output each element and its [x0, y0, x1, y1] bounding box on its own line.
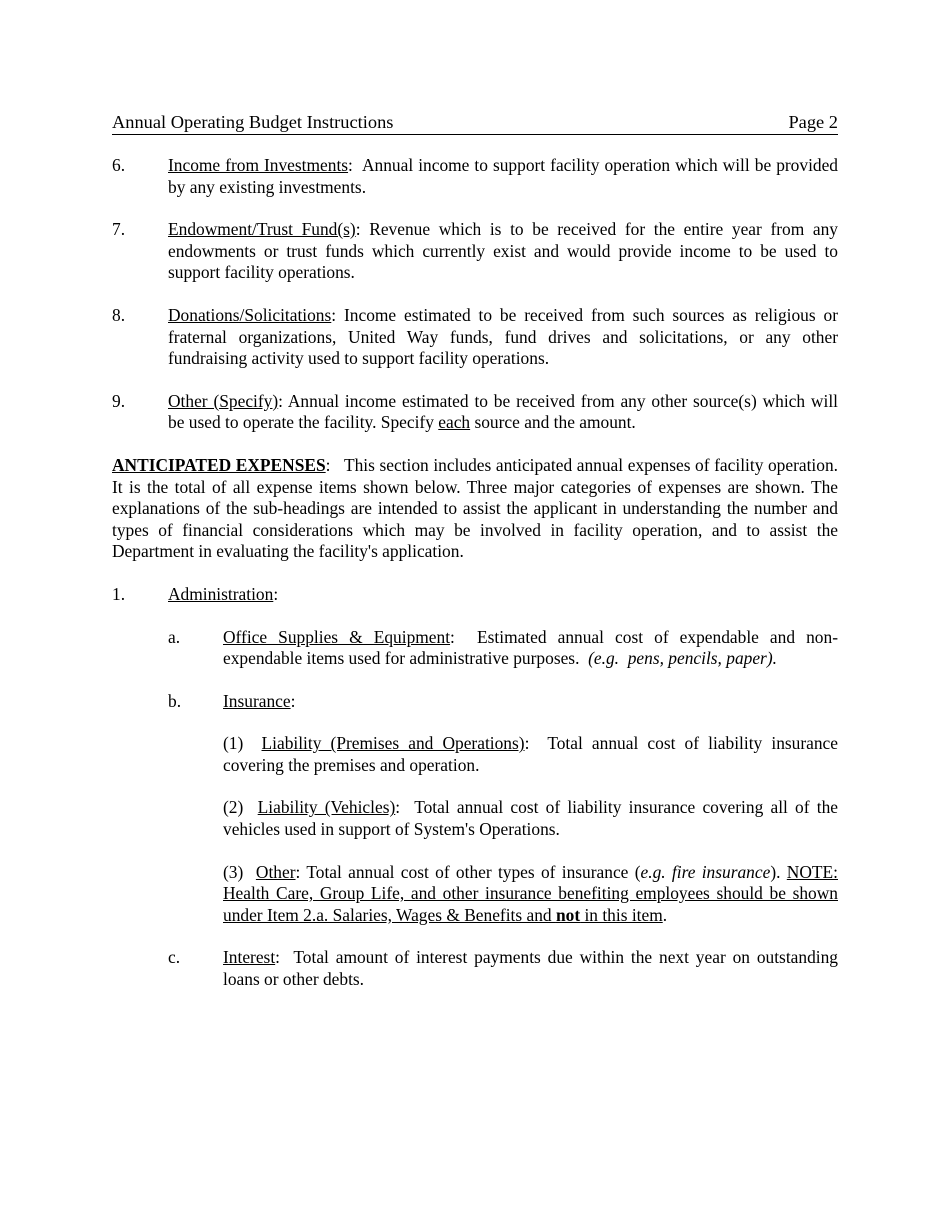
- item-text: Total amount of interest payments due within the next year on outstanding loans or other debts.: [223, 947, 838, 990]
- page-number: Page 2: [788, 112, 838, 132]
- item-text: Annual income to support facility operation which will be provided by any existing investments.: [168, 155, 839, 197]
- section-text: This section includes anticipated annual expenses of facility operation. It is the total of all expense items shown below. Three major categories of expenses are shown. The explanations of the sub-headings are intended to assist the applicant in understanding the number and types of financial considerations which may be involved in facility operation, and to assist the Department in evaluating the facility's application.: [112, 454, 839, 562]
- item-letter: c.: [168, 947, 181, 968]
- sub-text: Total annual cost of liability insurance covering all of the vehicles used in support of System's Operations.: [223, 797, 838, 840]
- header-title: Annual Operating Budget Instructions: [112, 112, 394, 132]
- item-term: Other (Specify): [168, 390, 279, 411]
- item-text: Revenue which is to be received for the entire year from any endowments or trust funds which currently exist and would provide income to be used to support facility operations.: [168, 219, 839, 283]
- sub-separator: :: [524, 733, 548, 754]
- sub-term: Liability (Vehicles): [257, 797, 396, 818]
- sub-number: (3): [223, 861, 256, 882]
- insurance-note-period: .: [662, 904, 668, 925]
- item-separator: :: [331, 304, 344, 325]
- sub-separator: :: [295, 861, 307, 882]
- section-heading: ANTICIPATED EXPENSES: [112, 454, 326, 475]
- item-text: Estimated annual cost of expendable and non-expendable items used for administrative purposes.: [223, 626, 838, 669]
- item-term: Endowment/Trust Fund(s): [168, 219, 356, 240]
- sub-separator: :: [395, 797, 415, 818]
- sub-text: Total annual cost of other types of insurance (: [306, 861, 641, 882]
- item-separator: :: [450, 626, 478, 647]
- item-emphasis: each: [438, 412, 471, 433]
- insurance-liability-premises: [112, 733, 838, 776]
- item-example: (e.g. pens, pencils, paper).: [588, 648, 777, 669]
- item-letter: a.: [168, 626, 181, 647]
- interest-item: [112, 947, 838, 990]
- item-separator: :: [275, 947, 294, 968]
- sub-term: Liability (Premises and Operations): [261, 733, 525, 754]
- item-term: Administration: [168, 583, 274, 604]
- page-header: [112, 110, 838, 135]
- item-text-end: source and the amount.: [470, 412, 636, 433]
- item-separator: :: [278, 390, 288, 411]
- sub-text-end: ).: [770, 861, 781, 882]
- insurance-item: [112, 691, 838, 713]
- item-separator: :: [290, 690, 296, 711]
- anticipated-expenses-section: [112, 455, 838, 563]
- item-letter: b.: [168, 690, 182, 711]
- document-page: [112, 110, 838, 1012]
- insurance-liability-vehicles: [112, 797, 838, 840]
- item-term: Income from Investments: [168, 155, 349, 175]
- income-item-donations: [112, 305, 838, 370]
- item-text: Annual income estimated to be received from any other source(s) which will be used to operate the facility. Specify: [168, 390, 838, 433]
- item-number: 7.: [112, 219, 126, 240]
- income-item-investments: [112, 155, 838, 198]
- item-separator: :: [355, 219, 370, 240]
- item-separator: :: [273, 583, 279, 604]
- item-separator: :: [348, 155, 362, 175]
- income-item-endowment: [112, 219, 838, 284]
- item-term: Insurance: [223, 690, 291, 711]
- sub-example: e.g. fire insurance: [640, 861, 771, 882]
- item-term: Interest: [223, 947, 276, 968]
- insurance-note-end: in this item: [580, 904, 663, 925]
- item-term: Donations/Solicitations: [168, 304, 332, 325]
- insurance-note: NOTE: Health Care, Group Life, and other insurance benefiting employees should be shown under Item 2.a. Salaries, Wages & Benefits and: [223, 861, 838, 925]
- section-separator: :: [325, 454, 344, 475]
- insurance-note-emphasis: not: [555, 904, 581, 925]
- item-number: 6.: [112, 155, 126, 175]
- sub-text: Total annual cost of liability insurance covering the premises and operation.: [223, 733, 838, 775]
- sub-number: (1): [223, 733, 262, 754]
- item-term: Office Supplies & Equipment: [223, 626, 451, 647]
- income-item-other: [112, 391, 838, 434]
- item-number: 8.: [112, 304, 126, 325]
- office-supplies-item: [112, 627, 838, 670]
- item-number: 1.: [112, 583, 126, 604]
- item-text: Income estimated to be received from such sources as religious or fraternal organizations, United Way funds, fund drives and solicitations, or any other fundraising activity used to support facility operations.: [168, 304, 839, 369]
- insurance-other: [112, 862, 838, 927]
- sub-term: Other: [255, 861, 296, 882]
- sub-number: (2): [223, 797, 258, 818]
- administration-item: [112, 584, 838, 606]
- item-number: 9.: [112, 390, 126, 411]
